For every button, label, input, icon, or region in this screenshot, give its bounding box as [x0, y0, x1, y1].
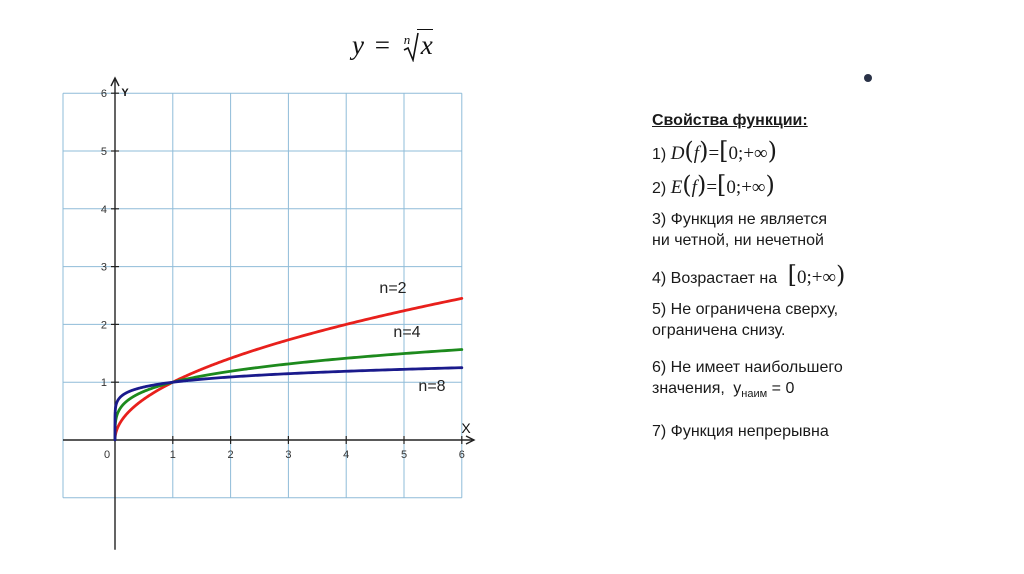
property-2-interval: 0;+∞ — [726, 177, 766, 198]
x-tick-label: 1 — [169, 449, 176, 461]
series-label-n-8: n=8 — [418, 378, 446, 395]
y-tick-label: 1 — [100, 377, 107, 390]
x-tick-label: 2 — [227, 449, 234, 461]
y-tick-label: 5 — [100, 146, 107, 158]
y-axis-label: Y — [121, 87, 129, 99]
series-label-n-4: n=4 — [393, 324, 421, 341]
property-6-line-1: 6) Не имеет наибольшего — [652, 359, 843, 376]
property-1-number: 1) — [652, 146, 667, 163]
formula-radicand: x — [417, 29, 433, 60]
property-4: 4) Возрастает на [0;+∞) — [652, 261, 846, 289]
property-3-line-1: 3) Функция не является — [652, 211, 828, 228]
property-4-interval: 0;+∞ — [796, 267, 836, 288]
property-6-y: у — [733, 380, 742, 397]
properties-title: Свойства функции: — [652, 112, 808, 129]
property-1: 1) D(f)=[0;+∞) — [652, 137, 777, 165]
formula-index: n — [403, 32, 411, 47]
x-tick-label: 0 — [103, 449, 111, 461]
property-4-text: 4) Возрастает на — [652, 270, 778, 287]
property-6-text: значения, — [652, 380, 725, 397]
y-tick-label: 6 — [100, 88, 107, 101]
property-3-line-2: ни четной, ни нечетной — [652, 232, 824, 249]
property-1-arg: f — [693, 143, 700, 164]
chart-tick-labels — [101, 87, 471, 461]
property-3 — [652, 209, 992, 251]
property-6 — [652, 357, 992, 405]
x-tick-label: 4 — [343, 449, 350, 461]
property-5-line-2: ограничена снизу. — [652, 322, 786, 339]
chart-series-labels — [379, 280, 445, 395]
property-2-number: 2) — [652, 180, 667, 197]
series-label-n-2: n=2 — [379, 280, 407, 297]
property-2: 2) E(f)=[0;+∞) — [652, 171, 775, 199]
formula-y: y — [352, 30, 364, 60]
property-7-text: 7) Функция непрерывна — [652, 423, 829, 441]
property-2-func: E — [670, 177, 683, 198]
property-5-line-1: 5) Не ограничена сверху, — [652, 301, 839, 318]
property-7 — [652, 421, 992, 442]
y-tick-label: 2 — [100, 319, 107, 332]
property-2-arg: f — [691, 177, 697, 198]
x-axis-label: X — [461, 420, 471, 436]
formula-eq: = — [374, 30, 390, 60]
y-tick-label: 3 — [100, 261, 107, 274]
x-tick-label: 5 — [400, 449, 408, 461]
property-5 — [652, 299, 992, 341]
property-1-func: D — [670, 143, 685, 164]
property-6-subscript: наим — [741, 388, 768, 401]
property-6-value: = 0 — [771, 380, 795, 397]
chart-axes — [63, 78, 474, 550]
x-tick-label: 6 — [458, 449, 465, 461]
property-6-line-2 — [652, 378, 992, 405]
y-tick-label: 4 — [100, 203, 107, 216]
properties-panel — [652, 110, 992, 452]
x-tick-label: 3 — [285, 449, 292, 461]
property-1-interval: 0;+∞ — [728, 143, 768, 164]
